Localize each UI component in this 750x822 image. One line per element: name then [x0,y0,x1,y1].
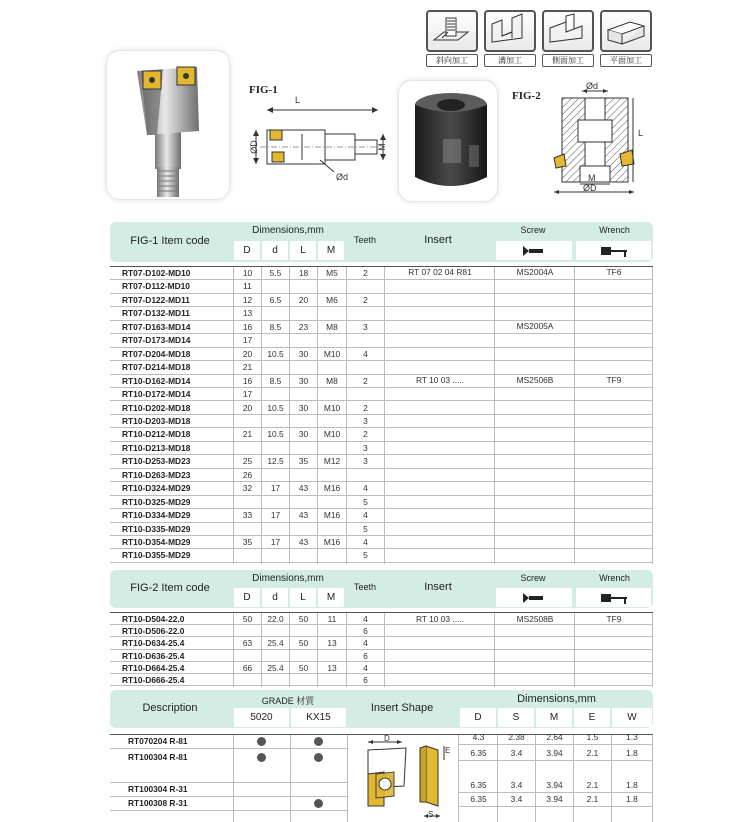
wrench-icon [597,243,631,259]
table-row [110,549,653,562]
description-header: Description [142,702,198,714]
table-row [110,442,653,455]
cell-L: 30 [298,402,309,413]
screw-header: Screw [520,225,546,235]
cell-M: 11 [327,614,337,624]
cell-d: 17 [270,483,281,494]
cell-D: 6.35 [470,748,487,758]
cell-d: 10.5 [267,348,284,359]
wrench-icon-cell [576,241,651,260]
dimension-row [458,779,653,793]
table-row [110,536,653,549]
col-M: M [318,241,344,260]
cell-M: M16 [323,483,341,494]
cell-teeth: 3 [363,442,368,453]
wrench-icon-cell [576,588,651,607]
slotting-icon [484,10,536,67]
table-row [110,469,653,482]
insert-group-1: RT 07 02 04 R81 [408,267,472,277]
col-L: L [290,241,316,260]
cell-L: 30 [298,375,309,386]
wrench-icon [597,590,631,606]
cell-M: 3.94 [546,748,563,758]
dimensions-header: Dimensions,mm [517,693,596,705]
cell-M: M6 [326,294,338,305]
cell-d: 22.0 [267,614,284,624]
cell-teeth: 4 [363,510,368,521]
cell-d: 6.5 [269,294,282,305]
insert-shape-drawing [354,736,454,822]
cell-d: 8.5 [269,321,282,332]
fig2-spec-table [110,570,653,686]
fig1-dim-L: L [295,95,301,105]
col-d: d [262,241,288,260]
table-row [110,334,653,347]
cell-M: M8 [326,321,338,332]
table-row [110,523,653,536]
table-body [110,266,653,563]
fig2-label: FIG-2 [512,90,541,102]
table-row [110,662,653,674]
cell-S: 3.4 [510,794,523,804]
cell-S: 2.38 [508,732,525,742]
item-code: RT07-D122-MD11 [122,294,190,305]
cell-W: 1.8 [626,794,638,804]
col-d: d [262,588,288,607]
item-code: RT10-D263-MD23 [122,469,191,480]
cell-L: 43 [298,510,309,521]
fig1-spec-table [110,222,653,564]
item-code: RT10-D506-22.0 [122,626,185,637]
cell-E: 2.1 [586,748,599,758]
fig1-tool-photo [106,50,230,200]
item-code: RT10-D634-25.4 [122,638,185,649]
wrench-group-3: TF9 [606,375,622,385]
item-code: RT10-D664-25.4 [122,662,185,673]
cell-L: 43 [298,483,309,494]
fig1-dim-M: M [376,143,387,151]
cell-D: 25 [242,456,253,467]
side-milling-icon [542,10,594,67]
cell-teeth: 6 [363,626,368,637]
col-M: M [318,588,344,607]
cell-S: 3.4 [510,780,523,790]
operation-label: 平面加工 [600,54,652,67]
cell-d: 25.4 [267,638,284,649]
cell-W: 1.8 [626,748,638,758]
screw-header: Screw [520,573,546,583]
cell-D: 33 [242,510,253,521]
table-row [110,415,653,428]
fig1-dim-D: ØD [248,140,259,154]
cell-D: 17 [242,335,253,346]
dimensions-header: Dimensions,mm [252,573,324,584]
cell-teeth: 4 [363,614,368,624]
cell-M: 13 [327,638,337,649]
item-code: RT10-D504-22.0 [122,614,185,624]
cell-E: 1.5 [586,732,599,742]
cell-teeth: 4 [363,483,368,494]
item-code: RT10-D324-MD29 [122,483,191,494]
teeth-header: Teeth [353,582,377,592]
fig1-dim-d: Ød [336,172,349,182]
item-code: RT10-D354-MD29 [122,537,191,547]
item-code: RT10-D172-MD14 [122,389,191,400]
item-code: RT10-D253-MD23 [122,456,191,467]
cell-d: 5.5 [269,268,282,278]
cell-L: 23 [298,321,309,332]
cell-teeth: 4 [363,537,368,547]
cell-teeth: 6 [363,650,368,661]
cell-D: 16 [242,375,253,386]
cell-d: 12.5 [267,456,284,467]
wrench-group-1: TF6 [606,267,622,277]
table-row [110,348,653,361]
cell-teeth: 3 [363,456,368,467]
cell-teeth: 2 [363,402,368,413]
operation-label: 側面加工 [542,54,594,67]
cell-D: 20 [242,348,253,359]
col-D: D [234,241,260,260]
cell-teeth: 5 [363,496,368,507]
item-code: RT10-D334-MD29 [122,510,191,521]
item-code: RT07-D102-MD10 [122,268,191,278]
fig1-drawing [240,94,390,194]
cell-D: 66 [242,662,253,673]
cell-E: 2.1 [586,794,599,804]
grade-kx15: KX15 [291,708,346,727]
insert-group-3: RT 10 03 ..... [415,375,465,385]
cell-D: 13 [242,308,253,319]
insert-header: Insert [424,581,452,593]
fig2-dim-d: Ød [586,81,599,91]
cell-W: 1.3 [626,732,638,742]
screw-icon-cell [496,241,572,260]
cell-teeth: 5 [363,523,368,534]
table-row [110,735,347,749]
shape-dim-D: D [384,734,390,743]
shape-dim-E: E [445,746,451,755]
cell-D: 16 [242,321,253,332]
cell-L: 50 [298,662,309,673]
fig2-tool-photo [398,80,498,202]
table-row [110,307,653,320]
ramping-icon [426,10,478,67]
col-W: W [612,708,652,727]
screw-icon-cell [496,588,572,607]
cell-D: 32 [242,483,253,494]
cell-L: 50 [298,638,309,649]
item-code: RT10-D203-MD18 [122,415,191,426]
cell-teeth: 4 [363,638,368,649]
table-row [110,509,653,522]
item-code: RT10-D355-MD29 [122,550,191,561]
item-code: RT10-D335-MD29 [122,523,191,534]
operation-label: 斜向加工 [426,54,478,67]
cell-d: 10.5 [267,429,284,440]
item-code: RT10-D162-MD14 [122,375,191,386]
col-M: M [536,708,572,727]
wrench-header: Wrench [599,573,630,583]
grade-5020: 5020 [234,708,289,727]
item-code: RT10-D212-MD18 [122,429,191,440]
fig1-label: FIG-1 [249,84,278,96]
cell-M: M10 [323,402,341,413]
cell-S: 3.4 [510,748,523,758]
grade-kx15-dot [314,737,323,746]
cell-M: M8 [326,375,338,386]
fig2-dim-M: M [588,173,596,183]
cell-teeth: 2 [363,429,368,440]
cell-D: 6.35 [470,794,487,804]
cell-L: 30 [298,348,309,359]
insert-shape-header: Insert Shape [370,702,434,714]
operation-label: 溝加工 [484,54,536,67]
cell-teeth: 2 [363,294,368,305]
cell-d: 17 [270,510,281,521]
cell-teeth: 3 [363,415,368,426]
col-D: D [234,588,260,607]
cell-teeth: 6 [363,675,368,685]
fig2-dim-D: ØD [583,183,597,193]
screw-group-3: MS2506B [516,375,554,385]
cell-D: 35 [242,537,253,547]
cell-M: M10 [323,348,341,359]
item-code: RT10-D213-MD18 [122,442,191,453]
dimension-row [458,793,653,807]
table-row [110,637,653,649]
table-header [110,570,653,608]
cell-D: 21 [242,362,253,373]
grade-kx15-dot [314,753,323,762]
cell-L: 18 [298,268,309,278]
table-row [110,674,653,686]
item-code: RT07-D163-MD14 [122,321,191,332]
cell-M: M16 [323,510,341,521]
cell-teeth: 4 [363,662,368,673]
cell-D: 50 [242,614,253,624]
table-header [110,690,653,728]
dimensions-header: Dimensions,mm [252,225,324,236]
cell-d: 25.4 [267,662,284,673]
item-code-header: FIG-1 Item code [130,235,210,247]
col-E: E [574,708,610,727]
cell-D: 11 [243,281,252,292]
cell-D: 21 [242,429,253,440]
cell-L: 43 [298,537,309,547]
cell-d: 10.5 [267,402,284,413]
teeth-header: Teeth [353,235,377,245]
cell-teeth: 3 [363,321,368,332]
table-row [110,625,653,637]
screw-icon [519,590,549,606]
grade-5020-dot [257,753,266,762]
table-header [110,222,653,262]
grade-header: GRADE 材質 [261,696,315,706]
face-milling-icon [600,10,652,67]
cell-M: 13 [327,662,337,673]
table-row [110,650,653,662]
table-row [110,361,653,374]
shape-dim-S: S [428,810,434,819]
item-code: RT07-D112-MD10 [122,281,190,292]
cell-D: 17 [242,389,253,400]
col-L: L [290,588,316,607]
wrench-header: Wrench [599,225,630,235]
item-code: RT10-D325-MD29 [122,496,191,507]
insert-group: RT 10 03 ..... [415,614,465,624]
cell-E: 2.1 [586,780,599,790]
table-row [110,388,653,401]
table-row [110,496,653,509]
table-row [110,482,653,495]
col-S: S [498,708,534,727]
insert-description: RT100304 R-81 [128,752,188,762]
cell-L: 50 [298,614,309,624]
wrench-group: TF9 [606,614,622,624]
item-code: RT07-D132-MD11 [122,308,190,319]
insert-grade-table [110,690,653,822]
table-row [110,402,653,415]
insert-header: Insert [424,234,452,246]
cell-D: 6.35 [470,780,487,790]
cell-W: 1.8 [626,780,638,790]
table-row [110,783,347,797]
screw-icon [519,243,549,259]
cell-teeth: 4 [363,348,368,359]
insert-description: RT100304 R-31 [128,784,188,794]
cell-D: 12 [242,294,253,305]
cell-teeth: 5 [363,550,368,561]
fig2-dim-L: L [638,128,644,138]
grade-5020-dot [257,737,266,746]
cell-D: 4.3 [472,732,485,742]
item-code: RT07-D173-MD14 [122,335,191,346]
item-code: RT10-D636-25.4 [122,650,185,661]
cell-M: 3.94 [546,780,563,790]
item-code: RT10-D202-MD18 [122,402,191,413]
item-code: RT07-D214-MD18 [122,362,191,373]
cell-M: M12 [323,456,341,467]
table-row [110,797,347,811]
cell-M: M16 [323,537,341,547]
table-row [110,751,347,783]
table-row [110,428,653,441]
cell-D: 20 [242,402,253,413]
dimension-row [458,731,653,745]
item-code-header: FIG-2 Item code [130,582,210,594]
cell-M: 3.94 [546,794,563,804]
cell-L: 30 [298,429,309,440]
col-D: D [460,708,496,727]
insert-description: RT100308 R-31 [128,798,188,808]
cell-M: M10 [323,429,341,440]
cell-M: 2.64 [546,732,563,742]
cell-D: 63 [242,638,253,649]
cell-L: 35 [298,456,309,467]
grade-kx15-dot [314,799,323,808]
table-row [110,455,653,468]
cell-d: 17 [270,537,281,547]
item-code: RT07-D204-MD18 [122,348,191,359]
cell-d: 8.5 [269,375,282,386]
insert-description: RT070204 R-81 [128,736,188,746]
screw-group-2: MS2005A [516,321,554,331]
cell-D: 10 [242,268,253,278]
dimension-row [458,747,653,761]
screw-group: MS2508B [516,614,554,624]
cell-teeth: 2 [363,375,368,386]
cell-D: 26 [242,469,253,480]
item-code: RT10-D666-25.4 [122,675,185,685]
table-row [110,294,653,307]
cell-L: 20 [298,294,309,305]
screw-group-1: MS2004A [516,267,554,277]
cell-teeth: 2 [363,268,368,278]
table-row [110,280,653,293]
cell-M: M5 [326,268,338,278]
